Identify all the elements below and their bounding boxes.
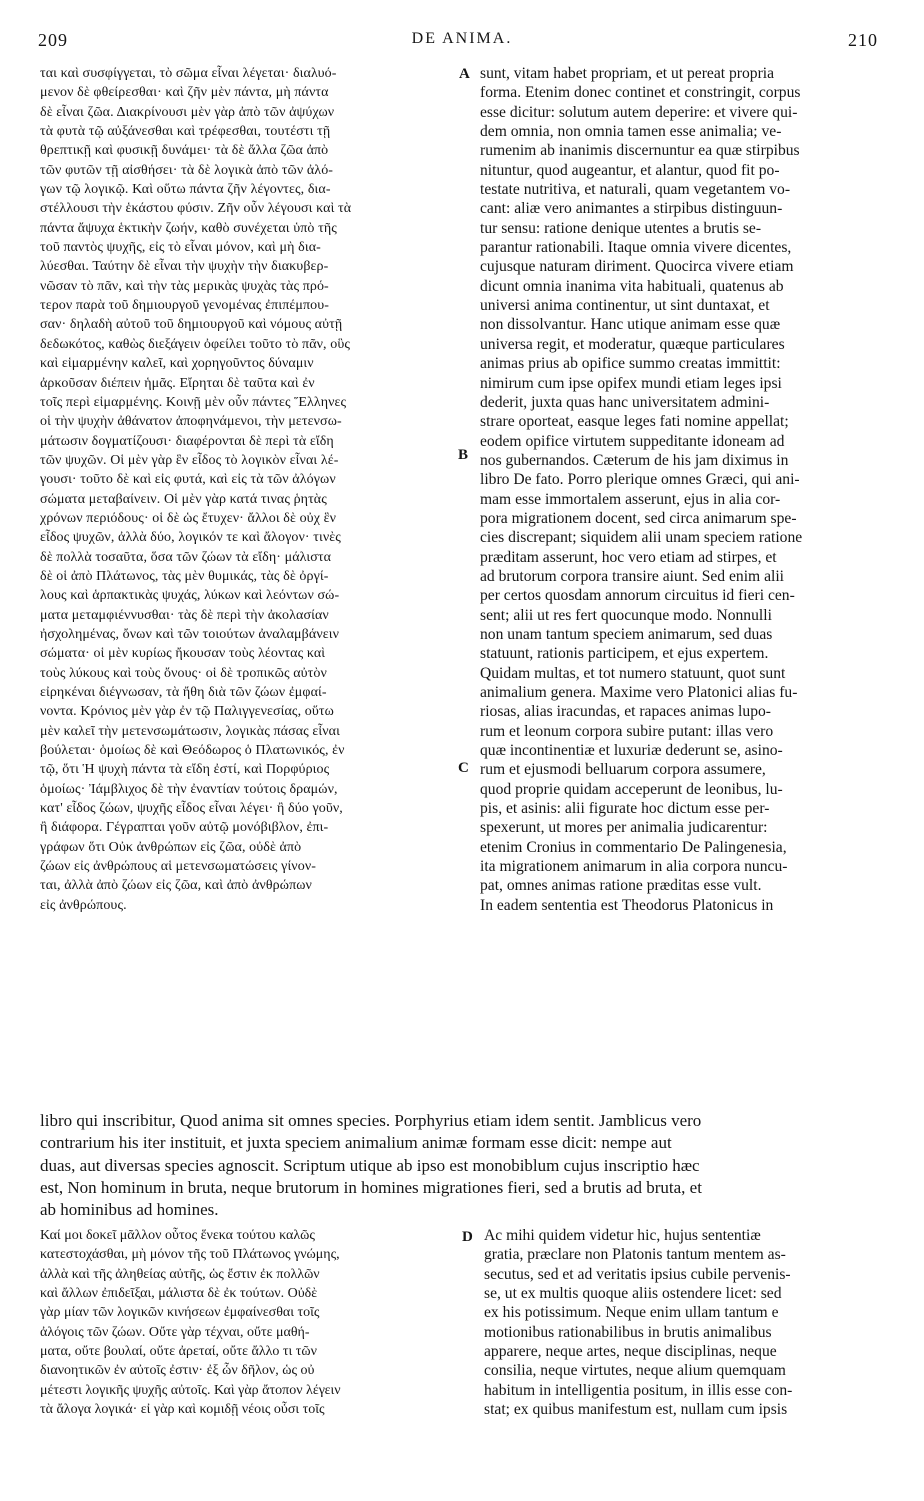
text-line: esse dicitur: solutum autem deperire: et vivere qui- xyxy=(480,103,798,121)
text-line: γουσι· τοῦτο δὲ καὶ εἰς φυτά, καὶ εἰς τὰ τῶν ἀλόγων xyxy=(40,472,336,488)
text-line: ὁμοίως· Ἰάμβλιχος δὲ τὴν ἐναντίαν τούτοις δραμών, xyxy=(40,781,338,797)
text-line: ματα μεταμφιέννυσθαι· τὰς δὲ περὶ τὴν ἀκολασίαν xyxy=(40,607,329,623)
text-line: πάντα ἄψυχα ἑκτικὴν ζωήν, καθὸ συνέχεται ὑπὸ τῆς xyxy=(40,220,337,236)
text-line: motionibus rationabilibus in brutis animalibus xyxy=(484,1323,772,1341)
text-line: rumenim ab inanimis discernuntur ea quæ stirpibus xyxy=(480,142,800,160)
text-line: ἀλόγοις τῶν ζώων. Οὔτε γὰρ τέχναι, οὔτε μαθή- xyxy=(40,1324,310,1340)
text-line: λους καὶ ἁρπακτικὰς ψυχάς, λύκων καὶ λεόντων σώ- xyxy=(40,588,340,604)
text-line: quod proprie quidam acceperunt de leonibus, lu- xyxy=(480,780,783,798)
text-line: stat; ex quibus manifestum est, nullam cum ipsis xyxy=(484,1401,788,1419)
latin-text-column-2 xyxy=(484,1226,888,1419)
text-line: duas, aut diversas species agnoscit. Scriptum utique ab ipso est monobiblum cujus inscriptio hæc xyxy=(40,1155,700,1175)
text-line: τὰ φυτὰ τῷ αὐξάνεσθαι καὶ τρέφεσθαι, τουτέστι τῇ xyxy=(40,124,331,140)
text-line: ἢ διάφορα. Γέγραπται γοῦν αὐτῷ μονόβιβλον, ἐπι- xyxy=(40,820,329,836)
text-line: se, ut ex multis quoque aliis ostendere licet: sed xyxy=(484,1285,782,1303)
text-line: τοῦ παντὸς ψυχῆς, εἰς τὸ εἶναι μόνον, καὶ μὴ δια- xyxy=(40,240,321,256)
text-line: riosas, alias iracundas, et rapaces animas lupo- xyxy=(480,703,771,721)
text-line: δὲ πολλὰ τοσαῦτα, ὅσα τῶν ζώων τὰ εἴδη· μάλιστα xyxy=(40,549,332,565)
text-line: τῷ, ὅτι Ἡ ψυχὴ πάντα τὰ εἴδη ἐστί, καὶ Πορφύριος xyxy=(40,762,330,778)
text-line: ζώων εἰς ἀνθρώπους αἱ μετενσωματώσεις γίνον- xyxy=(40,859,317,875)
text-line: ἠσχολημένας, ὄνων καὶ τῶν τοιούτων ἀναλαμβάνειν xyxy=(40,626,340,642)
text-line: est, Non hominum in bruta, neque brutorum in homines migrationes fieri, sed a brutis ad bruta, et xyxy=(40,1177,702,1197)
text-line: dem omnia, non omnia tamen esse animalia; ve- xyxy=(480,123,782,141)
text-line: δεδωκότος, καθὼς διεξάγειν ὀφείλει τοῦτο τὸ πᾶν, οὓς xyxy=(40,336,351,352)
text-line: ται καὶ συσφίγγεται, τὸ σῶμα εἶναι λέγεται· διαλυό- xyxy=(40,66,337,81)
text-line: apparere, neque artes, neque disciplinas, neque xyxy=(484,1343,777,1361)
text-line: τοὺς λύκους καὶ τοὺς ὄνους· οἱ δὲ τροπικῶς αὐτὸν xyxy=(40,665,327,681)
text-line: cies discrepant; siquidem alii unam speciem ratione xyxy=(480,529,803,547)
text-line: διανοητικῶν ἐν αὐτοῖς ἐστιν· ἐξ ὧν δῆλον, ὡς οὐ xyxy=(40,1363,315,1379)
text-line: consilia, neque virtutes, neque alium quemquam xyxy=(484,1362,786,1380)
text-line: Quidam multas, et tot numero statuunt, quot sunt xyxy=(480,664,786,682)
greek-text-column xyxy=(40,64,450,915)
text-line: non dissolvantur. Hanc utique animam esse quæ xyxy=(480,316,781,334)
text-line: σαν· δηλαδὴ αὐτοῦ τοῦ δημιουργοῦ καὶ νόμους αὐτῇ xyxy=(40,317,343,333)
text-line: libro De fato. Porro plerique omnes Græci, qui ani- xyxy=(480,471,800,489)
text-line: etenim Cronius in commentario De Palingenesia, xyxy=(480,838,787,856)
text-line: dicunt omnia inanima vita habituali, quatenus ab xyxy=(480,277,784,295)
text-line: τοῖς περὶ εἱμαρμένης. Κοινῇ μὲν οὖν πάντες Ἕλληνες xyxy=(40,394,347,410)
text-line: gratia, præclare non Platonis tantum mentem as- xyxy=(484,1246,786,1264)
text-line: τὰ ἄλογα λογικά· εἰ γὰρ καὶ κομιδῇ νέοις οὖσι τοῖς xyxy=(40,1402,325,1418)
text-line: universi anima continentur, ut sint duntaxat, et xyxy=(480,297,770,315)
text-line: universa regit, et moderatur, quæque particulares xyxy=(480,335,785,353)
margin-marker-a: A xyxy=(459,66,470,82)
text-line: μενον δὲ φθείρεσθαι· καὶ ζῆν μὲν πάντα, μὴ πάντα xyxy=(40,85,329,101)
text-line: non unam tantum speciem animarum, sed duas xyxy=(480,625,773,643)
text-line: μάτωσιν δογματίζουσι· διαφέρονται δὲ περὶ τὰ εἴδη xyxy=(40,433,334,449)
text-line: Καί μοι δοκεῖ μᾶλλον οὗτος ἕνεκα τούτου καλῶς xyxy=(40,1228,315,1243)
text-line: γράφων ὅτι Οὐκ ἀνθρώπων εἰς ζῶα, οὐδὲ ἀπὸ xyxy=(40,839,302,855)
greek-text-column-2 xyxy=(40,1226,460,1419)
text-line: testate nutritiva, et naturali, quam vegetantem vo- xyxy=(480,181,791,199)
text-line: τερον παρὰ τοῦ δημιουργοῦ γενομένας ἐπιπέμπου- xyxy=(40,298,330,314)
text-line: statuunt, rationis participem, et ejus expertem. xyxy=(480,645,769,663)
text-line: ματα, οὔτε βουλαί, οὔτε ἀρεταί, οὔτε ἄλλο τι τῶν xyxy=(40,1344,317,1360)
text-line: θρεπτικῇ καὶ φυσικῇ δυνάμει· τὰ δὲ ἄλλα ζῶα ἀπὸ xyxy=(40,143,329,159)
text-line: ἀλλὰ καὶ τῆς ἀληθείας αὐτῆς, ὡς ἔστιν ἐκ πολλῶν xyxy=(40,1266,320,1282)
text-line: dederit, juxta quas hanc universitatem admini- xyxy=(480,393,770,411)
text-line: τῶν ψυχῶν. Οἱ μὲν γὰρ ἓν εἶδος τὸ λογικὸν εἶναι λέ- xyxy=(40,452,339,468)
text-line: pat, omnes animas ratione præditas esse vult. xyxy=(480,877,762,895)
text-line: νῶσαν τὸ πᾶν, καὶ τὴν τὰς μερικὰς ψυχὰς τὰς πρό- xyxy=(40,278,329,294)
text-line: per certos quosdam annorum circuitus id fieri cen- xyxy=(480,587,795,605)
text-line: sunt, vitam habet propriam, et ut pereat propria xyxy=(480,65,775,82)
text-line: εἰς ἀνθρώπους. xyxy=(40,897,127,913)
text-line: τῶν φυτῶν τῇ αἰσθήσει· τὰ δὲ λογικὰ ἀπὸ τῶν ἀλό- xyxy=(40,162,334,178)
text-line: λύεσθαι. Ταύτην δὲ εἶναι τὴν ψυχὴν τὴν διακυβερ- xyxy=(40,259,329,275)
text-line: rum et leonum corpora subire putant: illas vero xyxy=(480,722,774,740)
text-line: ex his potissimum. Neque enim ullam tantum e xyxy=(484,1304,779,1322)
text-line: καὶ εἱμαρμένην καλεῖ, καὶ χορηγοῦντος δύναμιν xyxy=(40,356,314,372)
text-line: κατ' εἶδος ζώων, ψυχῆς εἶδος εἶναι λέγει· ἢ δύο γοῦν, xyxy=(40,801,343,817)
margin-marker-d: D xyxy=(462,1229,473,1245)
text-line: nimirum cum ipse opifex mundi etiam leges ipsi xyxy=(480,374,782,392)
text-line: ται, ἀλλὰ ἀπὸ ζώων εἰς ζῶα, καὶ ἀπὸ ἀνθρώπων xyxy=(40,878,312,894)
text-line: præditam asserunt, hoc vero etiam ad stirpes, et xyxy=(480,548,777,566)
text-line: parantur rationabili. Itaque omnia vivere dicentes, xyxy=(480,239,792,257)
text-line: δὲ οἱ ἀπὸ Πλάτωνος, τὰς μὲν θυμικάς, τὰς δὲ ὀργί- xyxy=(40,568,329,584)
text-line: quæ incontinentiæ et luxuriæ dederunt se, asino- xyxy=(480,742,783,760)
text-line: habitum in intelligentia positum, in illis esse con- xyxy=(484,1381,793,1399)
left-page-number: 209 xyxy=(38,30,68,50)
text-line: στέλλουσι τὴν ἑκάστου φύσιν. Ζῆν οὖν λέγουσι καὶ τὰ xyxy=(40,201,352,217)
text-line: cant: aliæ vero animantes a stirpibus distinguun- xyxy=(480,200,783,218)
latin-text-column xyxy=(480,64,884,915)
text-line: animas prius ab opifice summo creatas immittit: xyxy=(480,355,781,373)
text-line: forma. Etenim donec continet et constringit, corpus xyxy=(480,84,801,102)
right-page-number: 210 xyxy=(848,30,878,50)
text-line: In eadem sententia est Theodorus Platonicus in xyxy=(480,896,774,914)
text-line: ab hominibus ad homines. xyxy=(40,1200,219,1220)
text-line: tur sensu: ratione denique utentes a brutis se- xyxy=(480,219,762,237)
text-line: μέτεστι λογικῆς ψυχῆς αὐτοῖς. Καὶ γὰρ ἄτοπον λέγειν xyxy=(40,1382,341,1398)
text-line: cujusque naturam diriment. Quocirca vivere etiam xyxy=(480,258,794,276)
text-line: spexerunt, ut mores per animalia judicarentur: xyxy=(480,819,768,837)
full-width-latin-text xyxy=(40,1110,890,1221)
text-line: νοντα. Κρόνιος μὲν γὰρ ἐν τῷ Παλιγγενεσίας, οὕτω xyxy=(40,704,334,720)
text-line: sent; alii ut res fert quocunque modo. Nonnulli xyxy=(480,606,772,624)
text-line: δὲ εἶναι ζῶα. Διακρίνουσι μὲν γὰρ ἀπὸ τῶν ἀψύχων xyxy=(40,104,335,120)
margin-marker-c: C xyxy=(458,760,469,776)
margin-marker-b: B xyxy=(458,447,469,463)
text-line: rum et ejusmodi belluarum corpora assumere, xyxy=(480,761,766,779)
text-line: εἶδος ψυχῶν, ἀλλὰ δύο, λογικόν τε καὶ ἄλογον· τινὲς xyxy=(40,530,341,546)
text-line: nituntur, quod augeantur, et alantur, quod fit po- xyxy=(480,161,780,179)
text-line: χρόνων περιόδους· οἱ δὲ ὡς ἔτυχεν· ἄλλοι δὲ οὐχ ἓν xyxy=(40,510,337,526)
text-line: ἀρκοῦσαν διέπειν ἡμᾶς. Εἴρηται δὲ ταῦτα καὶ ἐν xyxy=(40,375,315,391)
text-line: ita migrationem animarum in alia corpora nuncu- xyxy=(480,858,788,876)
text-line: Ac mihi quidem videtur hic, hujus sententiæ xyxy=(484,1227,761,1244)
text-line: γὰρ μίαν τῶν λογικῶν κινήσεων ἐμφαίνεσθαι τοῖς xyxy=(40,1305,320,1321)
text-line: γων τῷ λογικῷ. Καὶ οὕτω πάντα ζῆν λέγοντες, δια- xyxy=(40,182,331,198)
text-line: pis, et asinis: alii figurate hoc dictum esse per- xyxy=(480,800,770,818)
text-line: σώματα μεταβαίνειν. Οἱ μὲν γὰρ κατά τινας ῥητὰς xyxy=(40,491,327,507)
text-line: βούλεται· ὁμοίως δὲ καὶ Θεόδωρος ὁ Πλατωνικός, ἐν xyxy=(40,743,345,759)
text-line: εἰρηκέναι διέγνωσαν, τὰ ἤθη διὰ τῶν ζώων ἐμφαί- xyxy=(40,685,327,700)
text-line: contrarium his iter instituit, et juxta speciem animalium animæ formam esse dicit: nempe aut xyxy=(40,1133,672,1153)
text-line: ad brutorum corpora transire aiunt. Sed enim alii xyxy=(480,567,784,585)
text-line: secutus, sed et ad veritatis ipsius cubile pervenis- xyxy=(484,1265,791,1283)
running-title: DE ANIMA. xyxy=(411,30,513,47)
text-line: pora migrationem docent, sed circa animarum spe- xyxy=(480,509,797,527)
text-line: eodem opifice virtutem suppeditante idoneam ad xyxy=(480,432,785,450)
text-line: strare oporteat, easque leges fati nomine appellat; xyxy=(480,413,789,431)
text-line: libro qui inscribitur, Quod anima sit omnes species. Porphyrius etiam idem sentit. Jamblicus vero xyxy=(40,1111,702,1130)
text-line: οἱ τὴν ψυχὴν ἀθάνατον ἀποφηνάμενοι, τὴν μετενσω- xyxy=(40,414,342,430)
text-line: nos gubernandos. Cæterum de his jam diximus in xyxy=(480,451,789,469)
text-line: animalium genera. Maxime vero Platonici alias fu- xyxy=(480,684,798,701)
text-line: καὶ ἄλλων ἐπιδεῖξαι, μάλιστα δὲ ἐκ τούτων. Οὐδὲ xyxy=(40,1286,318,1302)
text-line: κατεστοχάσθαι, μὴ μόνον τῆς τοῦ Πλάτωνος γνώμης, xyxy=(40,1247,340,1263)
text-line: μὲν καλεῖ τὴν μετενσωμάτωσιν, λογικὰς πάσας εἶναι xyxy=(40,723,340,739)
text-line: σώματα· οἱ μὲν κυρίως ἤκουσαν τοὺς λέοντας καὶ xyxy=(40,646,326,662)
text-line: mam esse immortalem asserunt, ejus in alia cor- xyxy=(480,490,781,508)
